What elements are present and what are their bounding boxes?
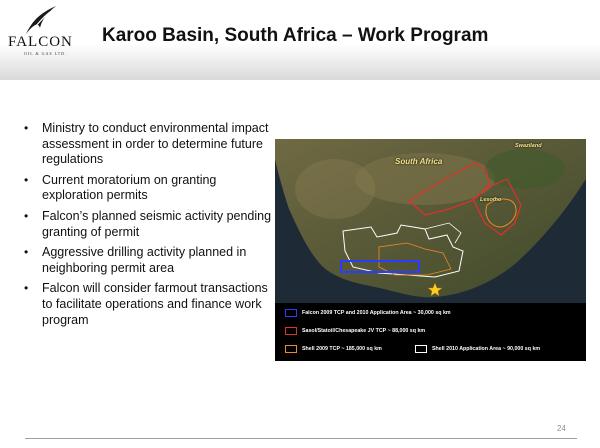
bullet-item — [22, 281, 272, 328]
legend-item — [285, 327, 425, 335]
legend-swatch-blue — [285, 309, 297, 317]
bullet-icon: • — [24, 281, 29, 296]
bullet-icon: • — [24, 172, 29, 187]
legend-swatch-orange — [285, 345, 297, 353]
bullet-icon: • — [24, 245, 29, 260]
bullet-item — [22, 121, 272, 168]
footer-divider — [25, 438, 577, 439]
legend-swatch-red — [285, 327, 297, 335]
bullet-item — [22, 209, 272, 240]
bullet-text: Falcon will consider farmout transactions to facilitate operations and finance work program — [42, 281, 268, 327]
bullet-item — [22, 173, 272, 204]
bullet-icon: • — [24, 208, 29, 223]
bullet-list — [22, 121, 272, 333]
label-swaziland: Swaziland — [515, 143, 542, 149]
logo-subtitle: OIL & GAS LTD. — [24, 51, 68, 56]
karoo-basin-map — [275, 139, 586, 361]
bullet-text: Falcon’s planned seismic activity pending granting of permit — [42, 208, 272, 239]
bullet-text: Aggressive drilling activity planned in neighboring permit area — [42, 245, 247, 275]
legend-swatch-white — [415, 345, 427, 353]
legend-label: Falcon 2009 TCP and 2010 Application Area ~ 30,000 sq km — [302, 310, 451, 316]
label-lesotho: Lesotho — [480, 197, 502, 203]
falcon-logo — [6, 4, 78, 60]
bullet-item — [22, 245, 272, 276]
legend-item — [285, 309, 451, 317]
legend-label: Sasol/Statoil/Chesapeake JV TCP ~ 88,000 sq km — [302, 328, 426, 334]
legend-label: Shell 2010 Application Area ~ 90,000 sq km — [432, 346, 541, 352]
falcon-bird-icon — [24, 4, 58, 36]
map-legend — [275, 303, 586, 361]
slide-header — [0, 0, 600, 80]
page-number: 24 — [557, 424, 566, 433]
legend-item — [415, 345, 540, 353]
label-south-africa: South Africa — [395, 157, 443, 166]
bullet-text: Ministry to conduct environmental impact assessment in order to determine future regulations — [42, 121, 269, 167]
legend-label: Shell 2009 TCP ~ 185,000 sq km — [302, 346, 382, 352]
logo-wordmark: FALCON — [8, 34, 73, 50]
bullet-icon: • — [24, 121, 29, 135]
legend-item — [285, 345, 382, 353]
bullet-text: Current moratorium on granting exploration permits — [42, 172, 217, 203]
page-title: Karoo Basin, South Africa – Work Program — [102, 25, 489, 46]
